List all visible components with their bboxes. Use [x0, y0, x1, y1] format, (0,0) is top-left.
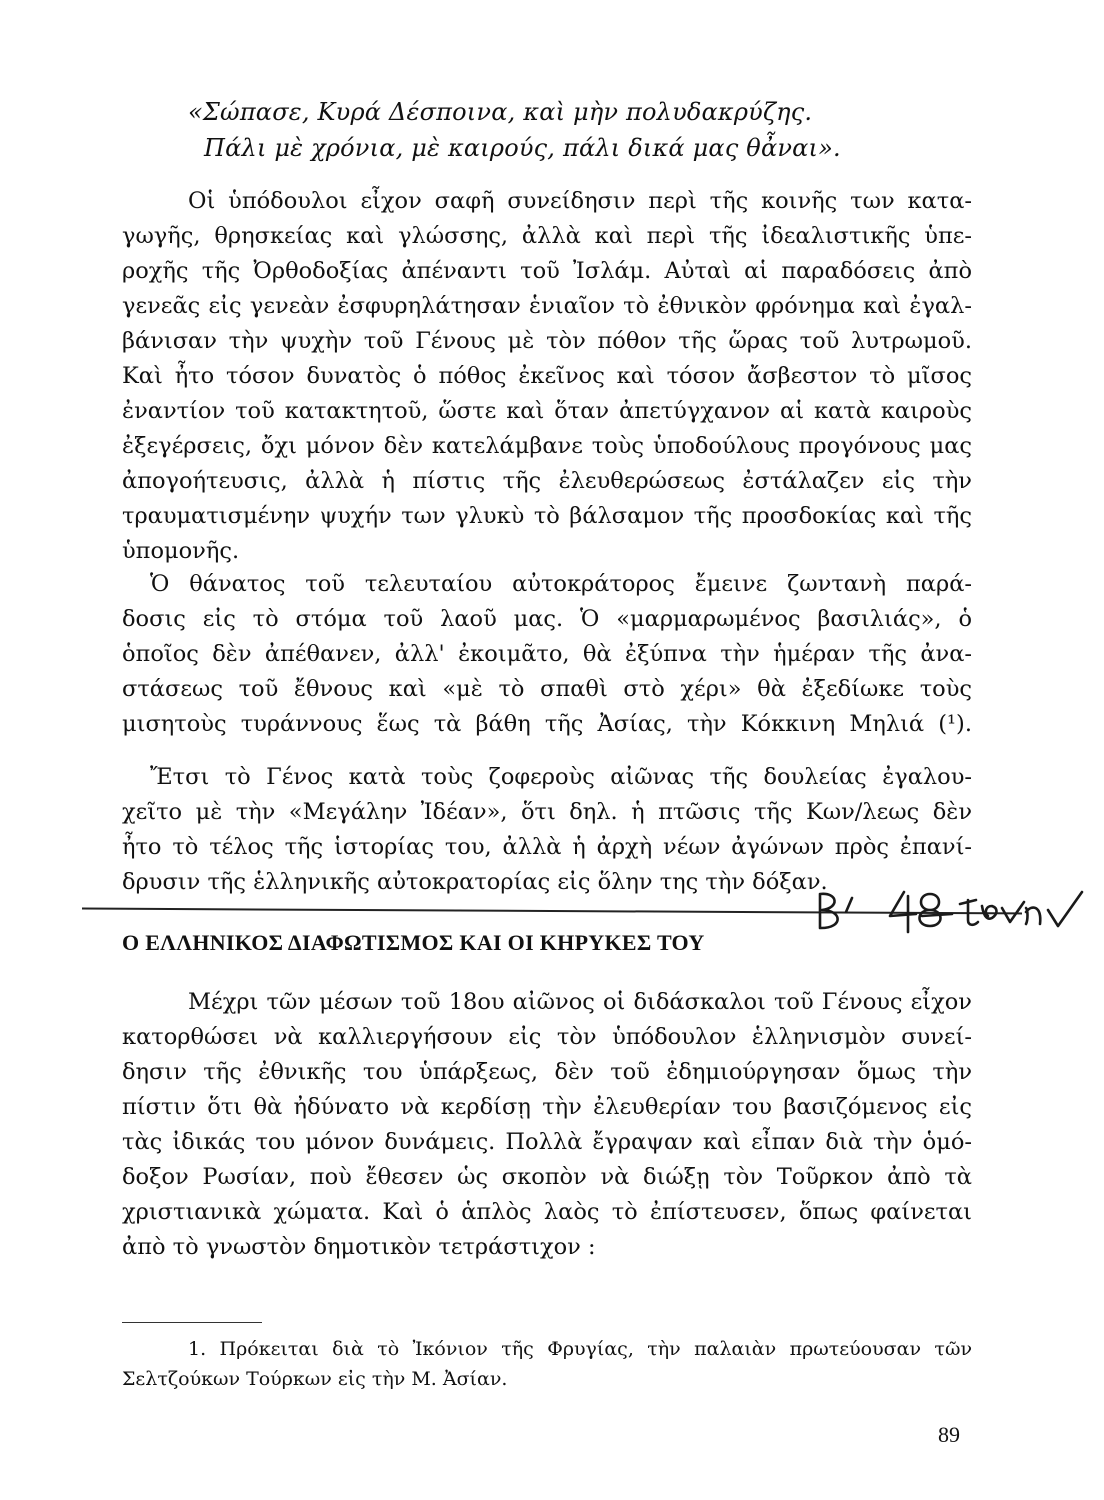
- text-line: μισητοὺς τυράννους ἕως τὰ βάθη τῆς Ἀσίας, τὴν Κόκκινη Μηλιά (¹).: [122, 711, 972, 737]
- handwritten-note: [812, 880, 1104, 940]
- text-line: ὁποῖος δὲν ἀπέθανεν, ἀλλ' ἐκοιμᾶτο, θὰ ἐξύπνα τὴν ἡμέραν τῆς ἀνα-: [122, 641, 972, 667]
- text-line: δρυσιν τῆς ἑλληνικῆς αὐτοκρατορίας εἰς ὅλην της τὴν δόξαν.: [122, 869, 828, 895]
- text-line: Ἔτσι τὸ Γένος κατὰ τοὺς ζοφεροὺς αἰῶνας τῆς δουλείας ἐγαλου-: [150, 764, 972, 790]
- text-line: τραυματισμένην ψυχήν των γλυκὺ τὸ βάλσαμον τῆς προσδοκίας καὶ τῆς: [122, 503, 972, 529]
- text-line: κατορθώσει νὰ καλλιεργήσουν εἰς τὸν ὑπόδουλον ἑλληνισμὸν συνεί-: [122, 1024, 972, 1050]
- text-line: Μέχρι τῶν μέσων τοῦ 18ου αἰῶνος οἱ διδάσκαλοι τοῦ Γένους εἶχον: [188, 989, 972, 1015]
- text-line: Ὁ θάνατος τοῦ τελευταίου αὐτοκράτορος ἔμεινε ζωντανὴ παρά-: [150, 571, 972, 597]
- text-line: ροχῆς τῆς Ὀρθοδοξίας ἀπέναντι τοῦ Ἰσλάμ. Αὐταὶ αἱ παραδόσεις ἀπὸ: [122, 258, 972, 284]
- text-line: ἐναντίον τοῦ κατακτητοῦ, ὥστε καὶ ὅταν ἀπετύγχανον αἱ κατὰ καιροὺς: [122, 398, 972, 424]
- footnote-line: Σελτζούκων Τούρκων εἰς τὴν Μ. Ἀσίαν.: [122, 1368, 508, 1390]
- text-line: δησιν τῆς ἐθνικῆς του ὑπάρξεως, δὲν τοῦ ἐδημιούργησαν ὅμως τὴν: [122, 1059, 972, 1085]
- text-line: χριστιανικὰ χώματα. Καὶ ὁ ἁπλὸς λαὸς τὸ ἐπίστευσεν, ὅπως φαίνεται: [122, 1199, 972, 1225]
- verse-line-2: Πάλι μὲ χρόνια, μὲ καιρούς, πάλι δικά μας θἆναι».: [204, 134, 841, 162]
- text-line: ὑπομονῆς.: [122, 538, 240, 564]
- text-line: ἦτο τὸ τέλος τῆς ἱστορίας του, ἀλλὰ ἡ ἀρχὴ νέων ἀγώνων πρὸς ἐπανί-: [122, 834, 972, 860]
- paragraph-4: [122, 985, 972, 1265]
- text-line: Καὶ ἦτο τόσον δυνατὸς ὁ πόθος ἐκεῖνος καὶ τόσον ἄσβεστον τὸ μῖσος: [122, 363, 972, 389]
- paragraph-3: [122, 760, 972, 900]
- text-line: γωγῆς, θρησκείας καὶ γλώσσης, ἀλλὰ καὶ περὶ τῆς ἰδεαλιστικῆς ὑπε-: [122, 223, 972, 249]
- text-line: χεῖτο μὲ τὴν «Μεγάλην Ἰδέαν», ὅτι δηλ. ἡ πτῶσις τῆς Κων/λεως δὲν: [122, 799, 972, 825]
- footnote-rule: [122, 1322, 262, 1323]
- text-line: τὰς ἰδικάς του μόνον δυνάμεις. Πολλὰ ἔγραψαν καὶ εἶπαν διὰ τὴν ὁμό-: [122, 1129, 972, 1155]
- text-line: βάνισαν τὴν ψυχὴν τοῦ Γένους μὲ τὸν πόθον τῆς ὥρας τοῦ λυτρωμοῦ.: [122, 328, 972, 354]
- text-line: ἀπογοήτευσις, ἀλλὰ ἡ πίστις τῆς ἐλευθερώσεως ἐστάλαζεν εἰς τὴν: [122, 468, 972, 494]
- text-line: πίστιν ὅτι θὰ ἠδύνατο νὰ κερδίσῃ τὴν ἐλευθερίαν του βασιζόμενος εἰς: [122, 1094, 972, 1120]
- text-line: ἀπὸ τὸ γνωστὸν δημοτικὸν τετράστιχον :: [122, 1234, 596, 1260]
- text-line: στάσεως τοῦ ἔθνους καὶ «μὲ τὸ σπαθὶ στὸ χέρι» θὰ ἐξεδίωκε τοὺς: [122, 676, 972, 702]
- text-line: Οἱ ὑπόδουλοι εἶχον σαφῆ συνείδησιν περὶ τῆς κοινῆς των κατα-: [188, 188, 972, 214]
- footnote: [122, 1334, 972, 1394]
- text-line: δοσις εἰς τὸ στόμα τοῦ λαοῦ μας. Ὁ «μαρμαρωμένος βασιλιάς», ὁ: [122, 606, 972, 632]
- text-line: δοξον Ρωσίαν, ποὺ ἔθεσεν ὡς σκοπὸν νὰ διώξῃ τὸν Τοῦρκον ἀπὸ τὰ: [122, 1164, 972, 1190]
- page-number: 89: [938, 1422, 960, 1447]
- footnote-line: 1. Πρόκειται διὰ τὸ Ἰκόνιον τῆς Φρυγίας, τὴν παλαιὰν πρωτεύουσαν τῶν: [188, 1338, 972, 1360]
- text-line: ἐξεγέρσεις, ὄχι μόνον δὲν κατελάμβανε τοὺς ὑποδούλους προγόνους μας: [122, 433, 972, 459]
- paragraph-1: [122, 184, 972, 569]
- text-line: γενεᾶς εἰς γενεὰν ἐσφυρηλάτησαν ἑνιαῖον τὸ ἐθνικὸν φρόνημα καὶ ἐγαλ-: [122, 293, 972, 319]
- paragraph-2: [122, 567, 972, 742]
- verse-line-1: «Σώπασε, Κυρά Δέσποινα, καὶ μὴν πολυδακρύζης.: [188, 98, 813, 126]
- section-title: Ο ΕΛΛΗΝΙΚΟΣ ΔΙΑΦΩΤΙΣΜΟΣ ΚΑΙ ΟΙ ΚΗΡΥΚΕΣ ΤΟΥ: [122, 930, 705, 955]
